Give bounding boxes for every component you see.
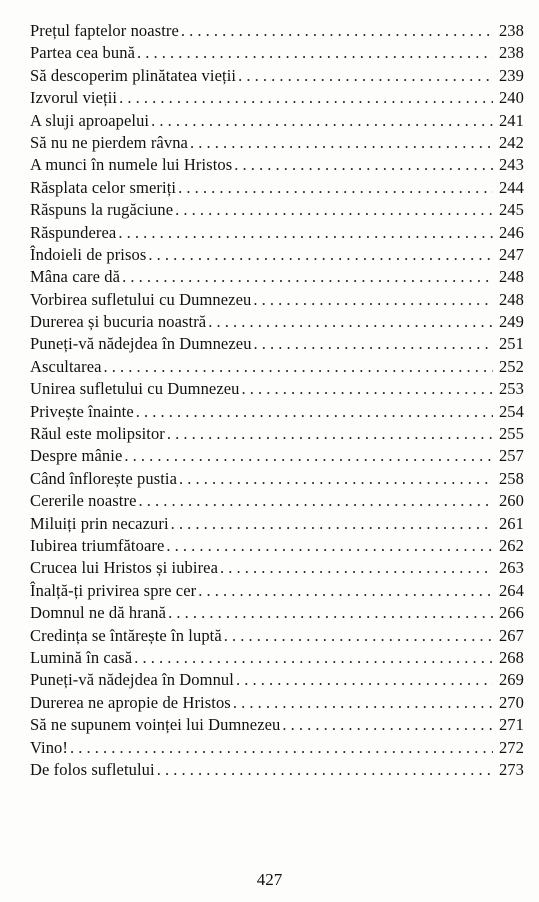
toc-entry xyxy=(30,401,524,423)
toc-entry xyxy=(30,378,524,400)
toc-entry-page: 257 xyxy=(498,446,524,466)
toc-entry-title: Izvorul vieții xyxy=(30,88,118,108)
toc-entry-title: Durerea și bucuria noastră xyxy=(30,312,207,332)
toc-entry-page: 248 xyxy=(498,289,524,309)
toc-entry xyxy=(30,244,524,266)
toc-leader-dots xyxy=(122,266,493,288)
toc-entry-title: Să descoperim plinătatea vieții xyxy=(30,65,237,85)
toc-entry-page: 245 xyxy=(498,200,524,220)
toc-entry xyxy=(30,311,524,333)
toc-leader-dots xyxy=(119,87,493,109)
toc-entry-page: 258 xyxy=(498,468,524,488)
toc-leader-dots xyxy=(178,177,493,199)
table-of-contents xyxy=(30,20,524,781)
toc-leader-dots xyxy=(70,737,493,759)
toc-entry-title: Răsplata celor smeriți xyxy=(30,177,177,197)
toc-leader-dots xyxy=(134,647,493,669)
toc-entry-title: Unirea sufletului cu Dumnezeu xyxy=(30,379,240,399)
toc-entry xyxy=(30,154,524,176)
toc-entry xyxy=(30,42,524,64)
toc-entry-title: Puneți-vă nădejdea în Dumnezeu xyxy=(30,334,252,354)
toc-leader-dots xyxy=(238,65,493,87)
toc-entry-page: 254 xyxy=(498,401,524,421)
toc-leader-dots xyxy=(104,356,493,378)
toc-entry-title: Ascultarea xyxy=(30,356,102,376)
toc-entry-title: Partea cea bună xyxy=(30,43,136,63)
toc-entry-page: 241 xyxy=(498,110,524,130)
toc-entry-title: Lumină în casă xyxy=(30,647,133,667)
toc-entry-page: 253 xyxy=(498,379,524,399)
toc-entry-page: 266 xyxy=(498,603,524,623)
toc-entry-page: 262 xyxy=(498,535,524,555)
toc-leader-dots xyxy=(124,445,493,467)
toc-entry-title: Răspunderea xyxy=(30,222,117,242)
toc-entry xyxy=(30,423,524,445)
toc-entry-title: Privește înainte xyxy=(30,401,134,421)
toc-leader-dots xyxy=(224,625,493,647)
toc-leader-dots xyxy=(253,289,493,311)
toc-entry-page: 247 xyxy=(498,244,524,264)
toc-leader-dots xyxy=(137,42,493,64)
toc-entry-page: 252 xyxy=(498,356,524,376)
toc-entry xyxy=(30,513,524,535)
toc-entry xyxy=(30,647,524,669)
toc-entry-page: 271 xyxy=(498,715,524,735)
toc-entry-page: 270 xyxy=(498,692,524,712)
toc-entry-title: Să ne supunem voinței lui Dumnezeu xyxy=(30,715,281,735)
toc-leader-dots xyxy=(254,333,493,355)
toc-leader-dots xyxy=(139,490,493,512)
toc-leader-dots xyxy=(166,535,493,557)
toc-leader-dots xyxy=(136,401,493,423)
toc-entry-title: A munci în numele lui Hristos xyxy=(30,155,233,175)
toc-entry-page: 269 xyxy=(498,670,524,690)
toc-entry xyxy=(30,333,524,355)
toc-entry-page: 243 xyxy=(498,155,524,175)
toc-entry-page: 260 xyxy=(498,491,524,511)
toc-entry-page: 251 xyxy=(498,334,524,354)
toc-entry-page: 272 xyxy=(498,737,524,757)
toc-entry-title: Răspuns la rugăciune xyxy=(30,200,174,220)
toc-entry-page: 264 xyxy=(498,580,524,600)
toc-entry-title: Să nu ne pierdem râvna xyxy=(30,132,188,152)
toc-entry-title: Durerea ne apropie de Hristos xyxy=(30,692,231,712)
toc-entry xyxy=(30,759,524,781)
toc-entry-page: 240 xyxy=(498,88,524,108)
toc-leader-dots xyxy=(236,669,493,691)
toc-leader-dots xyxy=(233,692,493,714)
toc-entry xyxy=(30,602,524,624)
toc-entry xyxy=(30,714,524,736)
toc-entry xyxy=(30,580,524,602)
toc-leader-dots xyxy=(198,580,493,602)
toc-entry xyxy=(30,177,524,199)
toc-leader-dots xyxy=(175,199,493,221)
toc-entry-title: Răul este molipsitor xyxy=(30,424,165,444)
toc-entry-page: 255 xyxy=(498,424,524,444)
toc-entry xyxy=(30,65,524,87)
toc-leader-dots xyxy=(168,602,493,624)
toc-leader-dots xyxy=(179,468,493,490)
toc-entry-title: Vorbirea sufletului cu Dumnezeu xyxy=(30,289,252,309)
toc-entry-page: 244 xyxy=(498,177,524,197)
toc-leader-dots xyxy=(190,132,493,154)
toc-leader-dots xyxy=(220,557,493,579)
toc-leader-dots xyxy=(118,222,493,244)
toc-entry-title: Puneți-vă nădejdea în Domnul xyxy=(30,670,234,690)
toc-entry-title: Mâna care dă xyxy=(30,267,121,287)
toc-leader-dots xyxy=(167,423,493,445)
toc-entry-title: Îndoieli de prisos xyxy=(30,244,147,264)
toc-entry-title: Domnul ne dă hrană xyxy=(30,603,167,623)
toc-entry-title: De folos sufletului xyxy=(30,759,155,779)
toc-entry xyxy=(30,110,524,132)
toc-entry xyxy=(30,625,524,647)
toc-entry-page: 273 xyxy=(498,759,524,779)
toc-entry-page: 268 xyxy=(498,647,524,667)
toc-entry xyxy=(30,132,524,154)
toc-entry xyxy=(30,669,524,691)
toc-entry-title: Miluiți prin necazuri xyxy=(30,513,169,533)
toc-entry-title: Despre mânie xyxy=(30,446,123,466)
toc-entry-page: 246 xyxy=(498,222,524,242)
toc-entry xyxy=(30,737,524,759)
toc-entry-title: Cererile noastre xyxy=(30,491,137,511)
toc-entry xyxy=(30,445,524,467)
toc-entry xyxy=(30,266,524,288)
toc-entry xyxy=(30,535,524,557)
toc-entry-title: Prețul faptelor noastre xyxy=(30,21,179,40)
toc-entry-page: 239 xyxy=(498,65,524,85)
toc-entry xyxy=(30,199,524,221)
toc-entry-page: 248 xyxy=(498,267,524,287)
toc-leader-dots xyxy=(148,244,493,266)
toc-entry xyxy=(30,356,524,378)
toc-entry-page: 238 xyxy=(498,43,524,63)
toc-leader-dots xyxy=(234,154,493,176)
toc-entry-page: 242 xyxy=(498,132,524,152)
toc-entry-page: 267 xyxy=(498,625,524,645)
toc-entry xyxy=(30,222,524,244)
toc-leader-dots xyxy=(157,759,493,781)
toc-entry-title: Credința se întărește în luptă xyxy=(30,625,222,645)
toc-entry xyxy=(30,87,524,109)
toc-entry-page: 238 xyxy=(498,21,524,40)
toc-entry-title: Înalță-ți privirea spre cer xyxy=(30,580,197,600)
toc-leader-dots xyxy=(242,378,493,400)
page-number: 427 xyxy=(256,870,283,889)
toc-entry-title: Crucea lui Hristos și iubirea xyxy=(30,558,219,578)
toc-leader-dots xyxy=(208,311,493,333)
toc-entry-title: Iubirea triumfătoare xyxy=(30,535,165,555)
toc-entry xyxy=(30,692,524,714)
toc-entry-page: 261 xyxy=(498,513,524,533)
toc-leader-dots xyxy=(282,714,493,736)
toc-entry xyxy=(30,468,524,490)
toc-entry-page: 263 xyxy=(498,558,524,578)
toc-leader-dots xyxy=(151,110,493,132)
toc-leader-dots xyxy=(181,20,493,42)
toc-entry xyxy=(30,557,524,579)
toc-entry-title: Când înflorește pustia xyxy=(30,468,178,488)
toc-entry-page: 249 xyxy=(498,312,524,332)
toc-entry-title: Vino! xyxy=(30,737,69,757)
toc-entry-title: A sluji aproapelui xyxy=(30,110,150,130)
toc-entry xyxy=(30,20,524,42)
toc-leader-dots xyxy=(171,513,493,535)
toc-entry xyxy=(30,289,524,311)
toc-entry xyxy=(30,490,524,512)
